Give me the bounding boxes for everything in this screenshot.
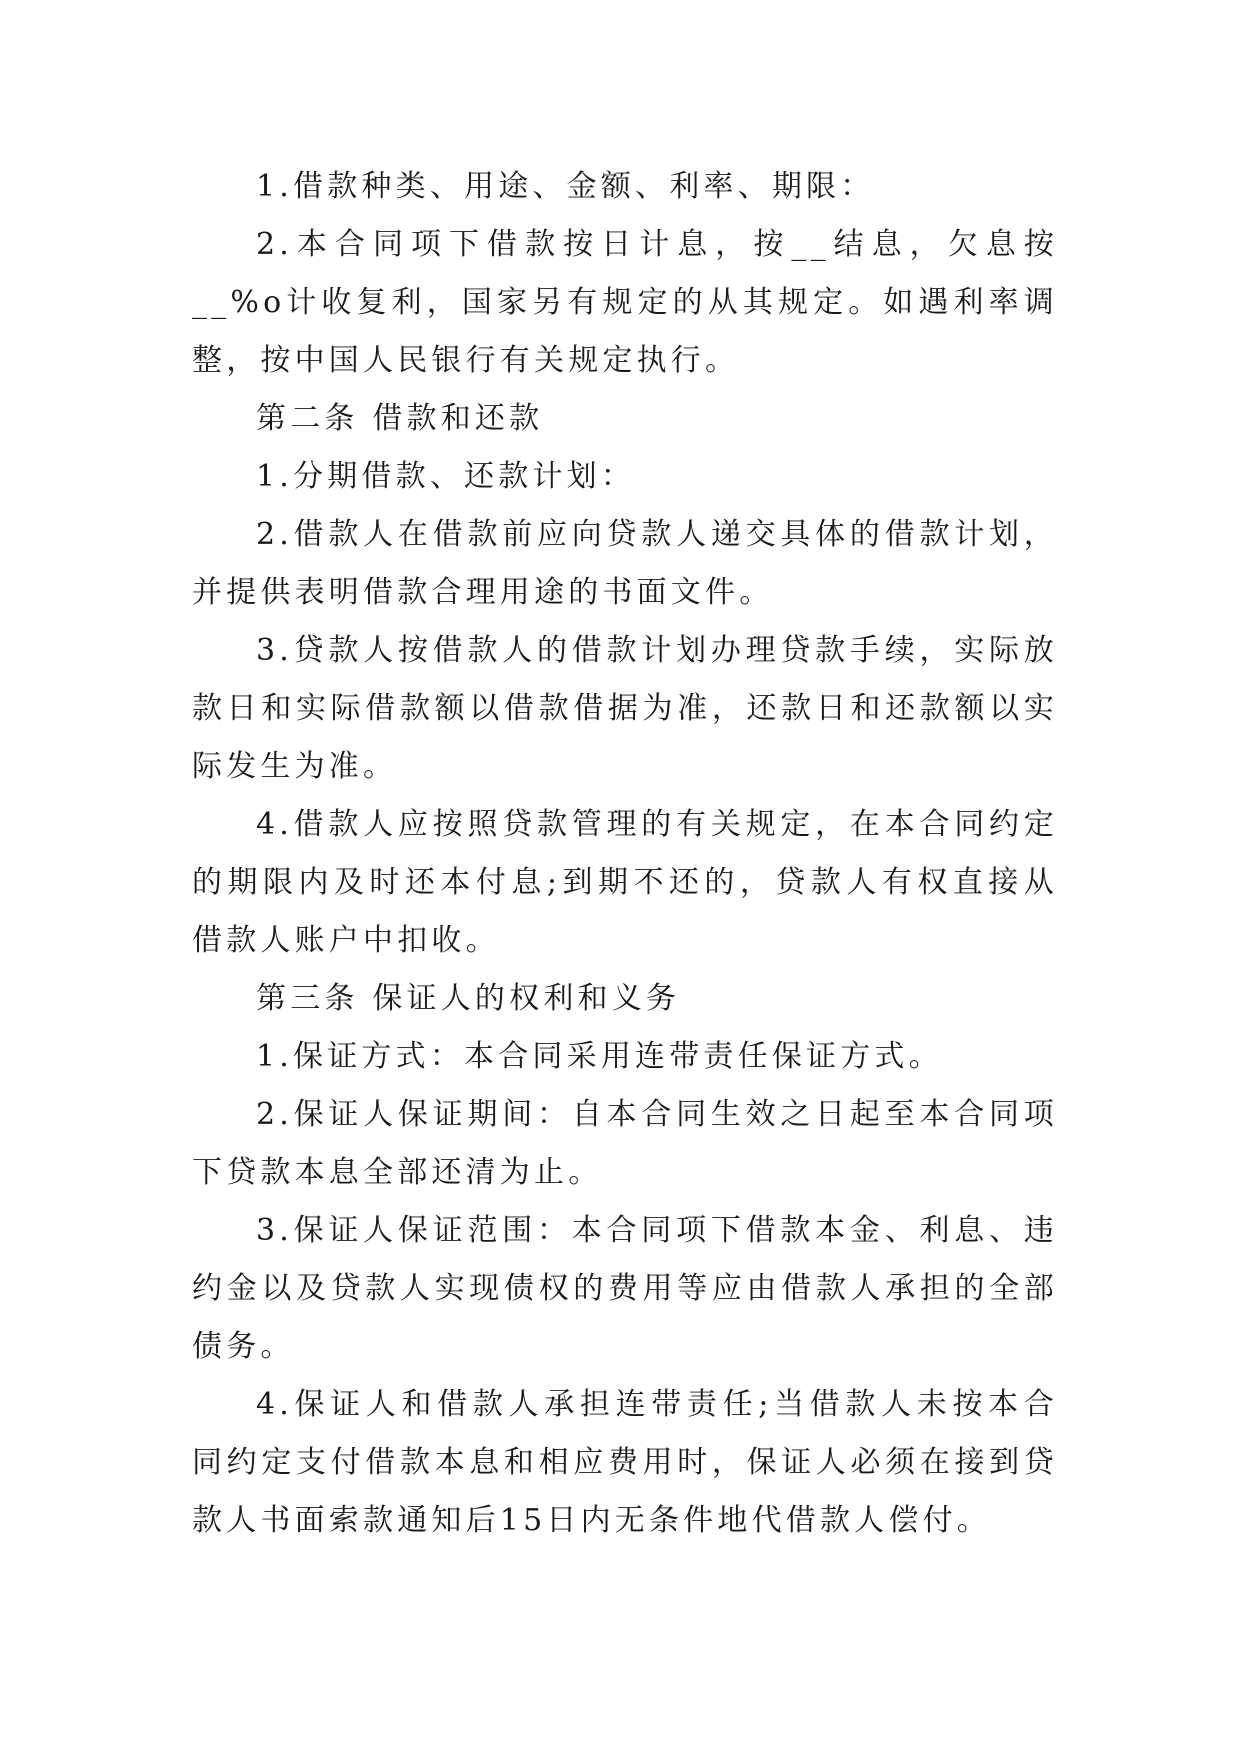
paragraph-loan-procedures: 3.贷款人按借款人的借款计划办理贷款手续，实际放款日和实际借款额以借款借据为准，还款日和还款额以实际发生为准。 xyxy=(192,633,1058,784)
paragraph-loan-terms: 1.借款种类、用途、金额、利率、期限： xyxy=(256,169,875,204)
document-body xyxy=(192,158,1058,1550)
section-heading-article-3: 第三条 保证人的权利和义务 xyxy=(256,981,681,1016)
paragraph-installment-plan: 1.分期借款、还款计划： xyxy=(256,459,636,494)
section-heading-article-2: 第二条 借款和还款 xyxy=(256,401,544,436)
paragraph-guarantee-scope: 3.保证人保证范围：本合同项下借款本金、利息、违约金以及贷款人实现债权的费用等应由借款人承担的全部债务。 xyxy=(192,1213,1058,1364)
paragraph-loan-plan-submission: 2.借款人在借款前应向贷款人递交具体的借款计划，并提供表明借款合理用途的书面文件。 xyxy=(192,517,1058,610)
paragraph-repayment: 4.借款人应按照贷款管理的有关规定，在本合同约定的期限内及时还本付息;到期不还的，贷款人有权直接从借款人账户中扣收。 xyxy=(192,807,1058,958)
paragraph-interest: 2.本合同项下借款按日计息，按__结息，欠息按__%o计收复利，国家另有规定的从其规定。如遇利率调整，按中国人民银行有关规定执行。 xyxy=(192,227,1058,378)
paragraph-joint-liability: 4.保证人和借款人承担连带责任;当借款人未按本合同约定支付借款本息和相应费用时，保证人必须在接到贷款人书面索款通知后15日内无条件地代借款人偿付。 xyxy=(192,1387,1058,1538)
paragraph-guarantee-period: 2.保证人保证期间：自本合同生效之日起至本合同项下贷款本息全部还清为止。 xyxy=(192,1097,1058,1190)
paragraph-guarantee-method: 1.保证方式：本合同采用连带责任保证方式。 xyxy=(256,1039,943,1074)
